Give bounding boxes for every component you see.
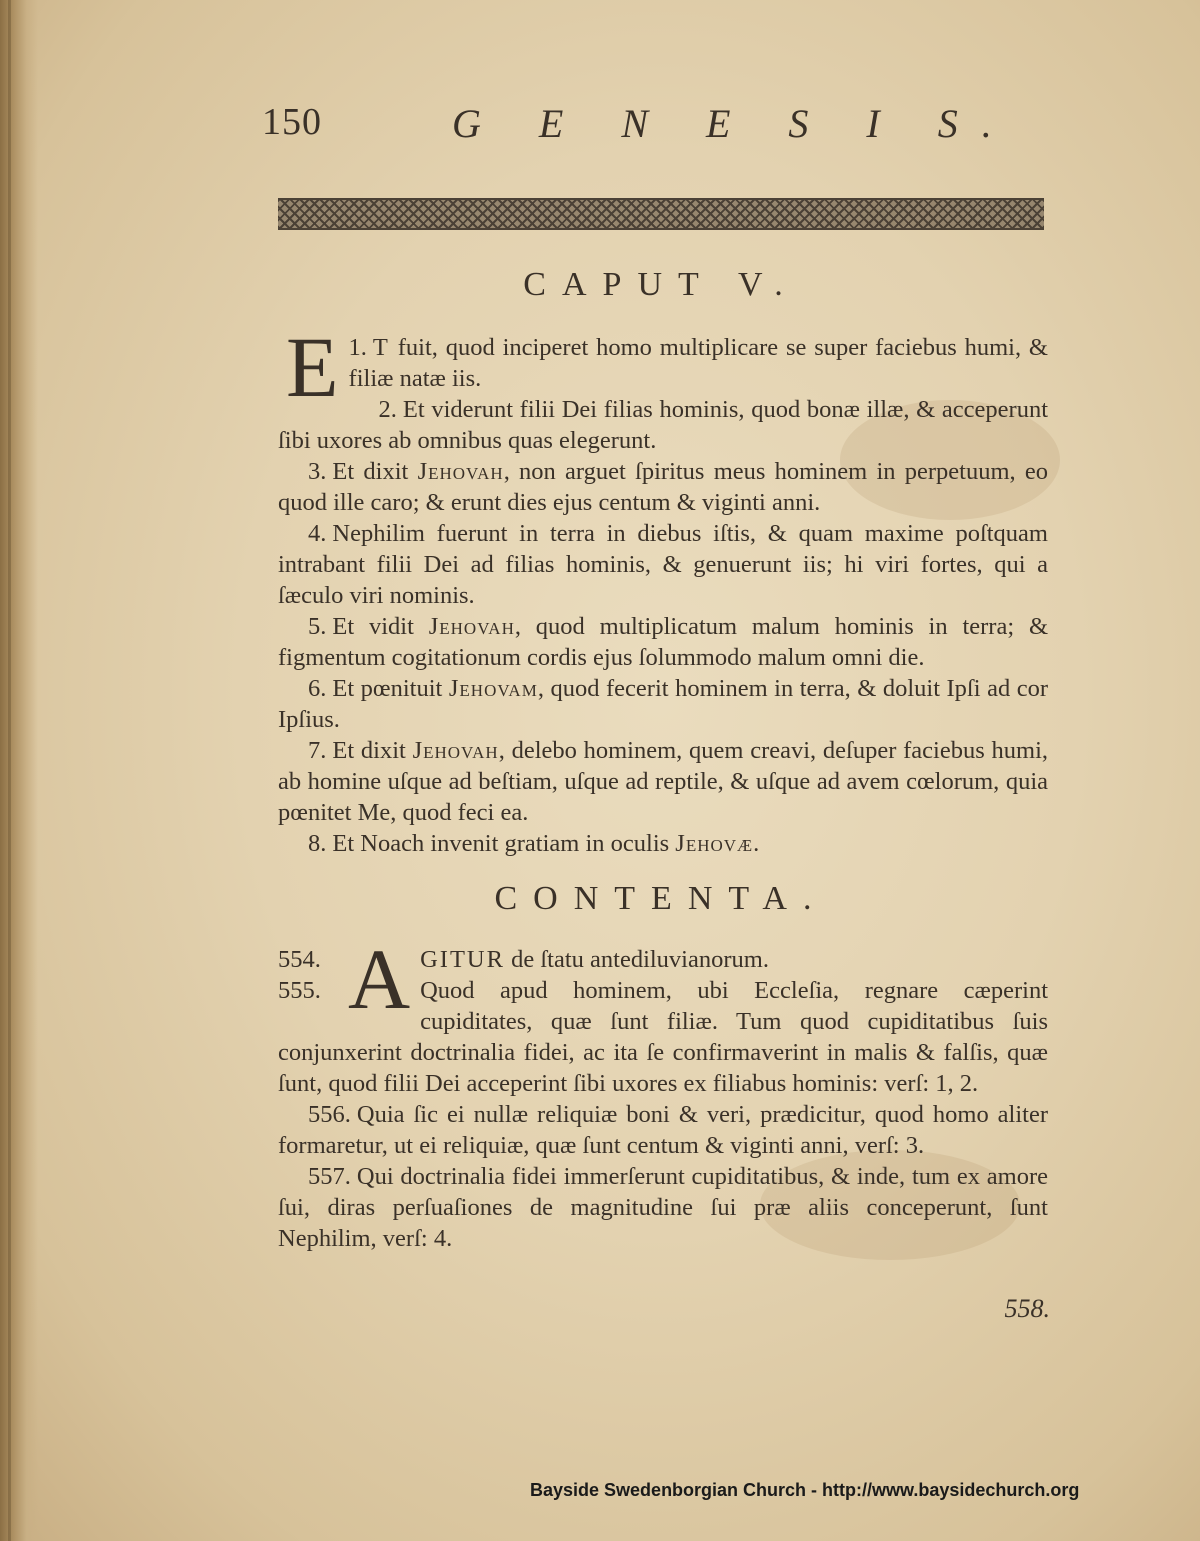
- entry-number: 557.: [308, 1163, 351, 1190]
- entry-number: 556.: [308, 1101, 351, 1128]
- verse-number: 3.: [308, 458, 327, 485]
- contents-entries: [278, 931, 1048, 1254]
- chapter-verses: [278, 319, 1049, 859]
- divine-name: Jehovæ: [675, 830, 754, 857]
- verse-text-pre: Et Noach invenit gratiam in oculis: [332, 830, 670, 857]
- verse-text-pre: Et dixit: [332, 458, 409, 485]
- verse-number: 5.: [308, 613, 327, 640]
- verse-7: [278, 735, 1048, 828]
- verse-number: 2.: [378, 396, 397, 423]
- entry-text: Quod apud hominem, ubi Eccleſia, regnare cæperint cupiditates, quæ ſunt filiæ. Tum quod cupiditatibus ſuis conjunxerint doctrinalia fidei, ac ita ſe confirmaverint in malis & falſis, quæ ſunt, quod filii Dei acceperint ſibi uxores ex filiabus hominis: verſ: 1, 2.: [278, 977, 1048, 1097]
- entry-number: 554.: [278, 946, 321, 973]
- contents-entry-557: [278, 1161, 1048, 1254]
- drop-cap: E: [286, 319, 339, 415]
- verse-text-pre: Et vidit: [332, 613, 414, 640]
- verse-number: 6.: [308, 675, 327, 702]
- page-edge: [8, 0, 11, 1541]
- verse-2: [278, 394, 1048, 456]
- catchword: 558.: [1004, 1294, 1050, 1323]
- contents-entry-554-555: [278, 931, 1048, 1099]
- verse-text: .: [753, 830, 760, 857]
- entry-text: de ſtatu antediluvianorum.: [511, 946, 769, 973]
- verse-text-pre: Et dixit: [332, 737, 406, 764]
- page-number: 150: [262, 101, 322, 143]
- ornamental-rule: [278, 198, 1044, 230]
- verse-4: [278, 518, 1048, 611]
- entry-numbers: [278, 944, 340, 1006]
- entry-text: Quia ſic ei nullæ reliquiæ boni & veri, prædicitur, quod homo aliter formaretur, ut ei reliquiæ, quæ ſunt centum & viginti anni, verſ: 3.: [278, 1101, 1048, 1159]
- verse-text: Et viderunt filii Dei filias hominis, quod bonæ illæ, & acceperunt ſibi uxores ab omnibus quas elegerunt.: [278, 396, 1048, 454]
- verse-6: [278, 673, 1048, 735]
- contents-entry-556: [278, 1099, 1048, 1161]
- book-spine-shadow: [0, 0, 38, 1541]
- verse-number: 4.: [308, 520, 327, 547]
- divine-name: Jehovah: [417, 458, 504, 485]
- verse-number: 1.: [348, 334, 367, 361]
- verse-8: [278, 828, 1048, 859]
- entry-caps: GITUR: [420, 946, 505, 973]
- watermark-credit: Bayside Swedenborgian Church - http://www.baysidechurch.org: [530, 1480, 1080, 1500]
- verse-5: [278, 611, 1048, 673]
- contents-title: CONTENTA.: [494, 880, 828, 917]
- divine-name: Jehovah: [428, 613, 515, 640]
- verse-1: [278, 319, 1048, 415]
- verse-text: Nephilim fuerunt in terra in diebus iſtis, & quam maxime poſtquam intrabant filii Dei ad filias hominis, & genuerunt iis; hi viri fortes, qui a ſæculo viri nominis.: [278, 520, 1048, 609]
- chapter-title: CAPUT V.: [523, 266, 799, 303]
- verse-caps: T: [372, 334, 390, 361]
- divine-name: Jehovam: [448, 675, 538, 702]
- book-title: G E N E S I S.: [452, 101, 1016, 146]
- entry-number: 555.: [278, 977, 321, 1004]
- running-head: [262, 100, 1062, 150]
- verse-text: , quod fecerit hominem in terra, & doluit Ipſi ad cor Ipſius.: [278, 675, 1048, 733]
- verse-number: 8.: [308, 830, 327, 857]
- verse-text-pre: Et pœnituit: [332, 675, 443, 702]
- verse-text: , non arguet ſpiritus meus hominem in perpetuum, eo quod ille caro; & erunt dies ejus centum & viginti anni.: [278, 458, 1049, 516]
- drop-cap: A: [348, 931, 411, 1027]
- verse-text: , quod multiplicatum malum hominis in terra; & figmentum cogitationum cordis ejus ſolummodo malum omni die.: [278, 613, 1049, 671]
- verse-text: , delebo hominem, quem creavi, deſuper faciebus humi, ab homine uſque ad beſtiam, uſque ad reptile, & uſque ad avem cœlorum, quia pœnitet Me, quod feci ea.: [278, 737, 1048, 826]
- verse-3: [278, 456, 1048, 518]
- divine-name: Jehovah: [412, 737, 499, 764]
- entry-text: Qui doctrinalia fidei immerſerunt cupiditatibus, & inde, tum ex amore ſui, diras perſuaſiones de magnitudine ſui præ aliis conceperunt, ſunt Nephilim, verſ: 4.: [278, 1163, 1048, 1252]
- verse-text: fuit, quod inciperet homo multiplicare se super faciebus humi, & filiæ natæ iis.: [348, 334, 1048, 392]
- verse-number: 7.: [308, 737, 327, 764]
